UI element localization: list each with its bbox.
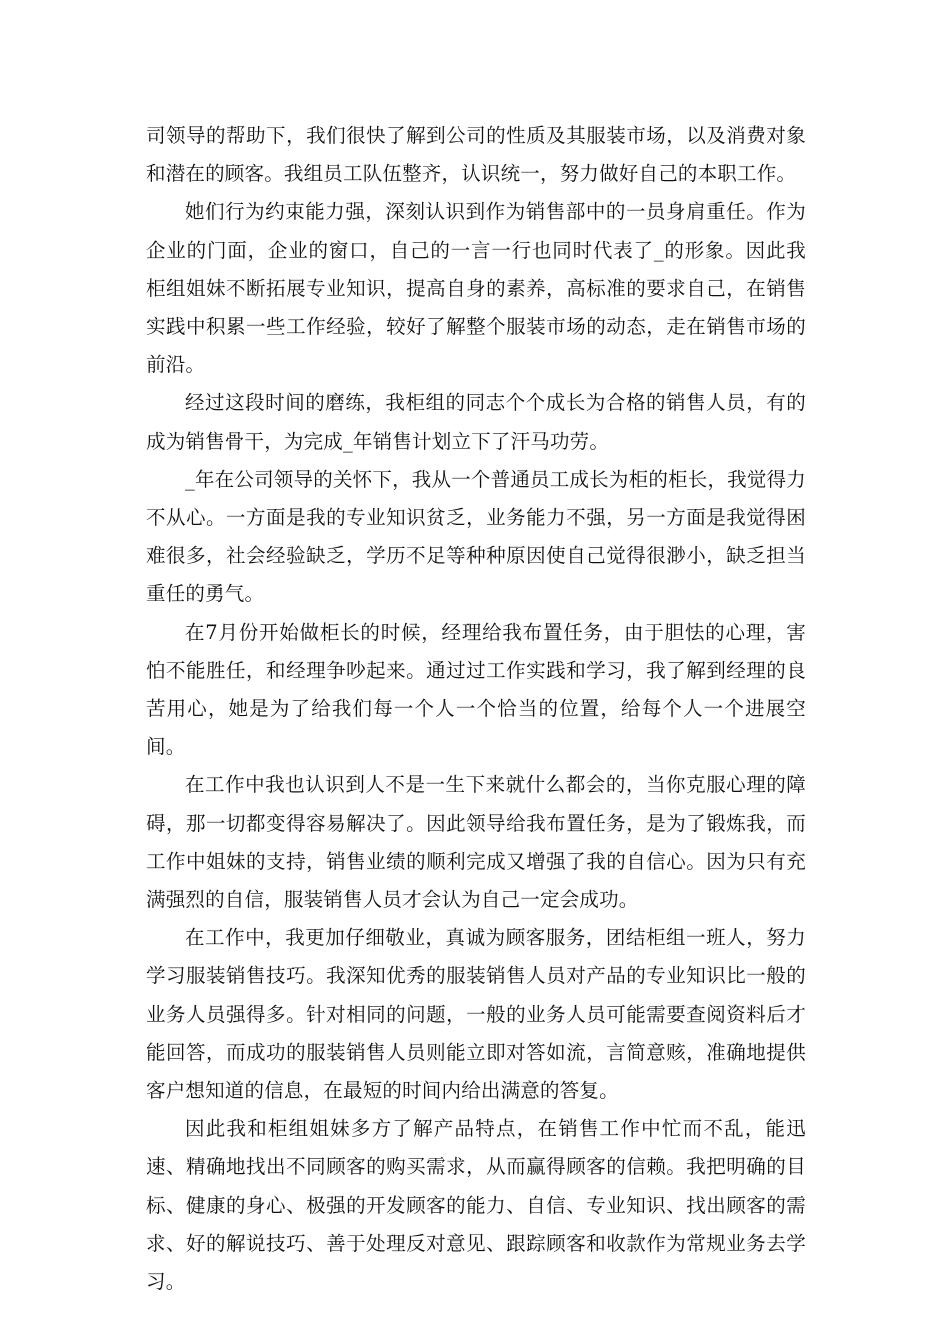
paragraph-3: 经过这段时间的磨练，我柜组的同志个个成长为合格的销售人员，有的成为销售骨干，为完成_年销售计划立下了汗马功劳。 <box>146 391 806 453</box>
document-body <box>146 117 806 1301</box>
paragraph-4: _年在公司领导的关怀下，我从一个普通员工成长为柜的柜长，我觉得力不从心。一方面是我的专业知识贫乏，业务能力不强，另一方面是我觉得困难很多，社会经验缺乏，学历不足等种种原因使自己觉得很渺小，缺乏担当重任的勇气。 <box>146 467 806 606</box>
paragraph-2: 她们行为约束能力强，深刻认识到作为销售部中的一员身肩重任。作为企业的门面，企业的窗口，自己的一言一行也同时代表了_的形象。因此我柜组姐妹不断拓展专业知识，提高自身的素养，高标准的要求自己，在销售实践中积累一些工作经验，较好了解整个服装市场的动态，走在销售市场的前沿。 <box>146 200 806 377</box>
paragraph-1: 司领导的帮助下，我们很快了解到公司的性质及其服装市场，以及消费对象和潜在的顾客。我组员工队伍整齐，认识统一，努力做好自己的本职工作。 <box>146 124 806 186</box>
paragraph-5: 在7月份开始做柜长的时候，经理给我布置任务，由于胆怯的心理，害怕不能胜任，和经理争吵起来。通过过工作实践和学习，我了解到经理的良苦用心，她是为了给我们每一个人一个恰当的位置，给每个人一个进展空间。 <box>146 620 806 759</box>
paragraph-6: 在工作中我也认识到人不是一生下来就什么都会的，当你克服心理的障碍，那一切都变得容易解决了。因此领导给我布置任务，是为了锻炼我，而工作中姐妹的支持，销售业绩的顺利完成又增强了我的自信心。因为只有充满强烈的自信，服装销售人员才会认为自己一定会成功。 <box>146 773 806 912</box>
paragraph-7: 在工作中，我更加仔细敬业，真诚为顾客服务，团结柜组一班人，努力学习服装销售技巧。我深知优秀的服装销售人员对产品的专业知识比一般的业务人员强得多。针对相同的问题，一般的业务人员可能需要查阅资料后才能回答，而成功的服装销售人员则能立即对答如流，言简意赅，准确地提供客户想知道的信息，在最短的时间内给出满意的答复。 <box>146 926 806 1103</box>
paragraph-8: 因此我和柜组姐妹多方了解产品特点，在销售工作中忙而不乱，能迅速、精确地找出不同顾客的购买需求，从而赢得顾客的信赖。我把明确的目标、健康的身心、极强的开发顾客的能力、自信、专业知识、找出顾客的需求、好的解说技巧、善于处理反对意见、跟踪顾客和收款作为常规业务去学习。 <box>146 1117 806 1294</box>
